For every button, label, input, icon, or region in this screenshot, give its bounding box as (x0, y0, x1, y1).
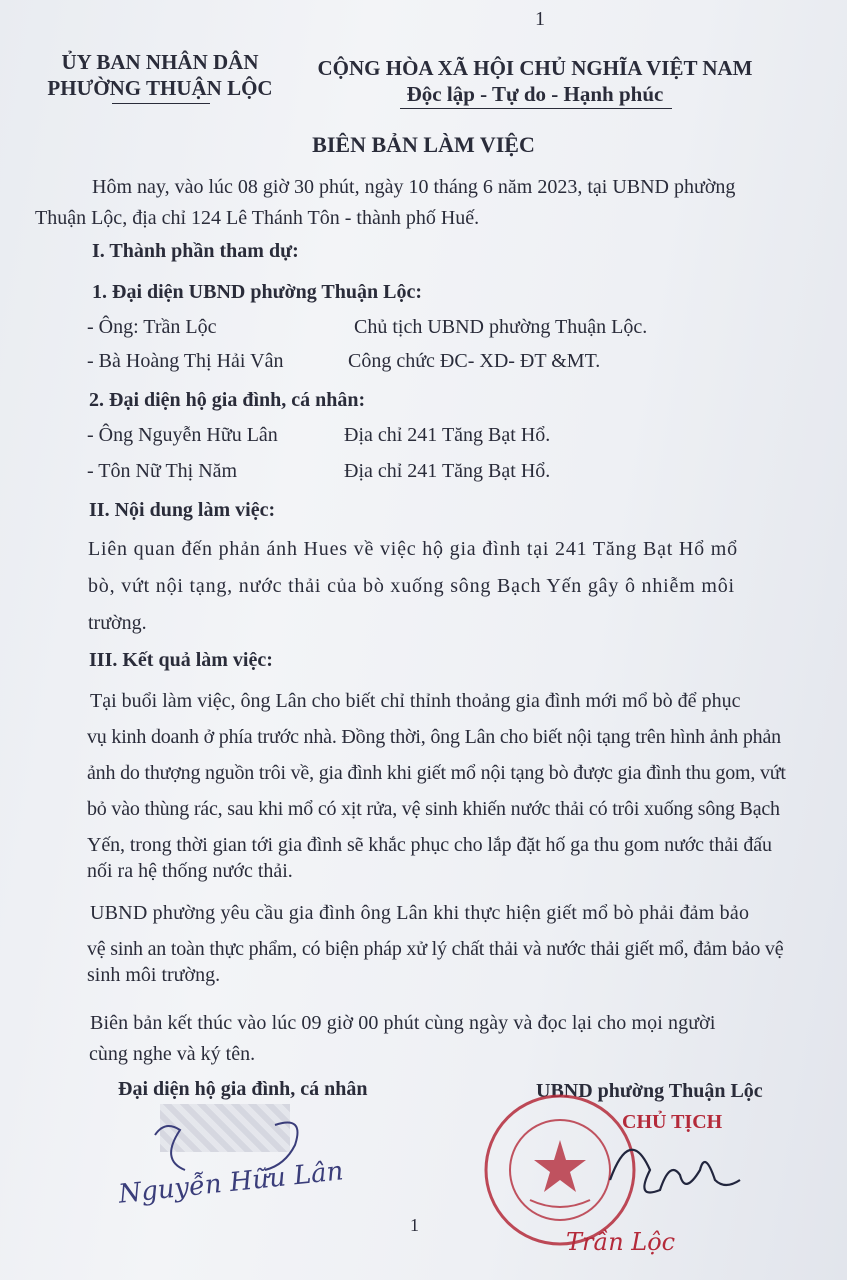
page-number: 1 (410, 1215, 419, 1235)
header-left-underline (112, 103, 210, 104)
attendee-name: - Tôn Nữ Thị Năm (87, 460, 238, 482)
section-3-heading: III. Kết quả làm việc: (89, 649, 273, 671)
national-motto: Độc lập - Tự do - Hạnh phúc (406, 82, 664, 106)
attendee-name: - Ông: Trần Lộc (87, 316, 217, 338)
attendee-role: Công chức ĐC- XD- ĐT &MT. (348, 350, 601, 372)
chairman-signature-icon (590, 1120, 750, 1210)
closing-line: Biên bản kết thúc vào lúc 09 giờ 00 phút cùng ngày và đọc lại cho mọi người (90, 1012, 716, 1034)
ward-name: PHƯỜNG THUẬN LỘC (47, 76, 273, 100)
attendee-address: Địa chỉ 241 Tăng Bạt Hổ. (344, 424, 551, 446)
result-line: ảnh do thượng nguồn trôi về, gia đình khi giết mổ nội tạng bò được gia đình thu gom, vứt (87, 762, 786, 784)
top-mark: 1 (535, 8, 545, 30)
agency-name: ỦY BAN NHÂN DÂN (61, 50, 259, 74)
ward-signature-title: UBND phường Thuận Lộc (536, 1080, 763, 1102)
content-line: trường. (88, 612, 147, 634)
section-1-heading: I. Thành phần tham dự: (92, 240, 299, 262)
chairman-signed-name: Trần Lộc (566, 1228, 676, 1256)
household-signature-title: Đại diện hộ gia đình, cá nhân (118, 1078, 368, 1100)
attendee-address: Địa chỉ 241 Tăng Bạt Hổ. (344, 460, 551, 482)
result-line: Tại buổi làm việc, ông Lân cho biết chỉ thỉnh thoảng gia đình mới mổ bò để phục (90, 690, 741, 712)
request-line: UBND phường yêu cầu gia đình ông Lân khi thực hiện giết mổ bò phải đảm bảo (90, 902, 750, 924)
content-line: Liên quan đến phản ánh Hues về việc hộ gia đình tại 241 Tăng Bạt Hổ mổ (88, 538, 738, 560)
result-line: Yến, trong thời gian tới gia đình sẽ khắc phục cho lắp đặt hố ga thu gom nước thải đấu (87, 834, 772, 856)
request-line: sinh môi trường. (87, 964, 221, 986)
section-1-sub1-heading: 1. Đại diện UBND phường Thuận Lộc: (92, 281, 423, 303)
result-line: nối ra hệ thống nước thải. (87, 860, 293, 882)
closing-line: cùng nghe và ký tên. (89, 1043, 256, 1065)
document-title: BIÊN BẢN LÀM VIỆC (312, 132, 535, 157)
intro-line-2: Thuận Lộc, địa chỉ 124 Lê Thánh Tôn - thành phố Huế. (35, 207, 480, 229)
attendee-name: - Bà Hoàng Thị Hải Vân (87, 350, 284, 372)
result-line: bỏ vào thùng rác, sau khi mổ có xịt rửa, vệ sinh khiến nước thải có trôi xuống sông Bạch (87, 798, 780, 820)
household-signed-name: Nguyễn Hữu Lân (117, 1156, 345, 1210)
intro-line-1: Hôm nay, vào lúc 08 giờ 30 phút, ngày 10 tháng 6 năm 2023, tại UBND phường (92, 176, 736, 198)
header-right-underline (400, 108, 672, 109)
content-line: bò, vứt nội tạng, nước thải của bò xuống sông Bạch Yến gây ô nhiễm môi (88, 575, 735, 597)
section-1-sub2-heading: 2. Đại diện hộ gia đình, cá nhân: (89, 389, 366, 411)
chairman-role: CHỦ TỊCH (622, 1111, 723, 1133)
request-line: vệ sinh an toàn thực phẩm, có biện pháp xử lý chất thải và nước thải giết mổ, đảm bảo vệ (87, 938, 784, 960)
country-name: CỘNG HÒA XÃ HỘI CHỦ NGHĨA VIỆT NAM (317, 56, 753, 80)
section-2-heading: II. Nội dung làm việc: (89, 499, 276, 521)
attendee-role: Chủ tịch UBND phường Thuận Lộc. (354, 316, 648, 338)
result-line: vụ kinh doanh ở phía trước nhà. Đồng thời, ông Lân cho biết nội tạng trên hình ảnh phản (87, 726, 781, 748)
attendee-name: - Ông Nguyễn Hữu Lân (87, 424, 278, 446)
